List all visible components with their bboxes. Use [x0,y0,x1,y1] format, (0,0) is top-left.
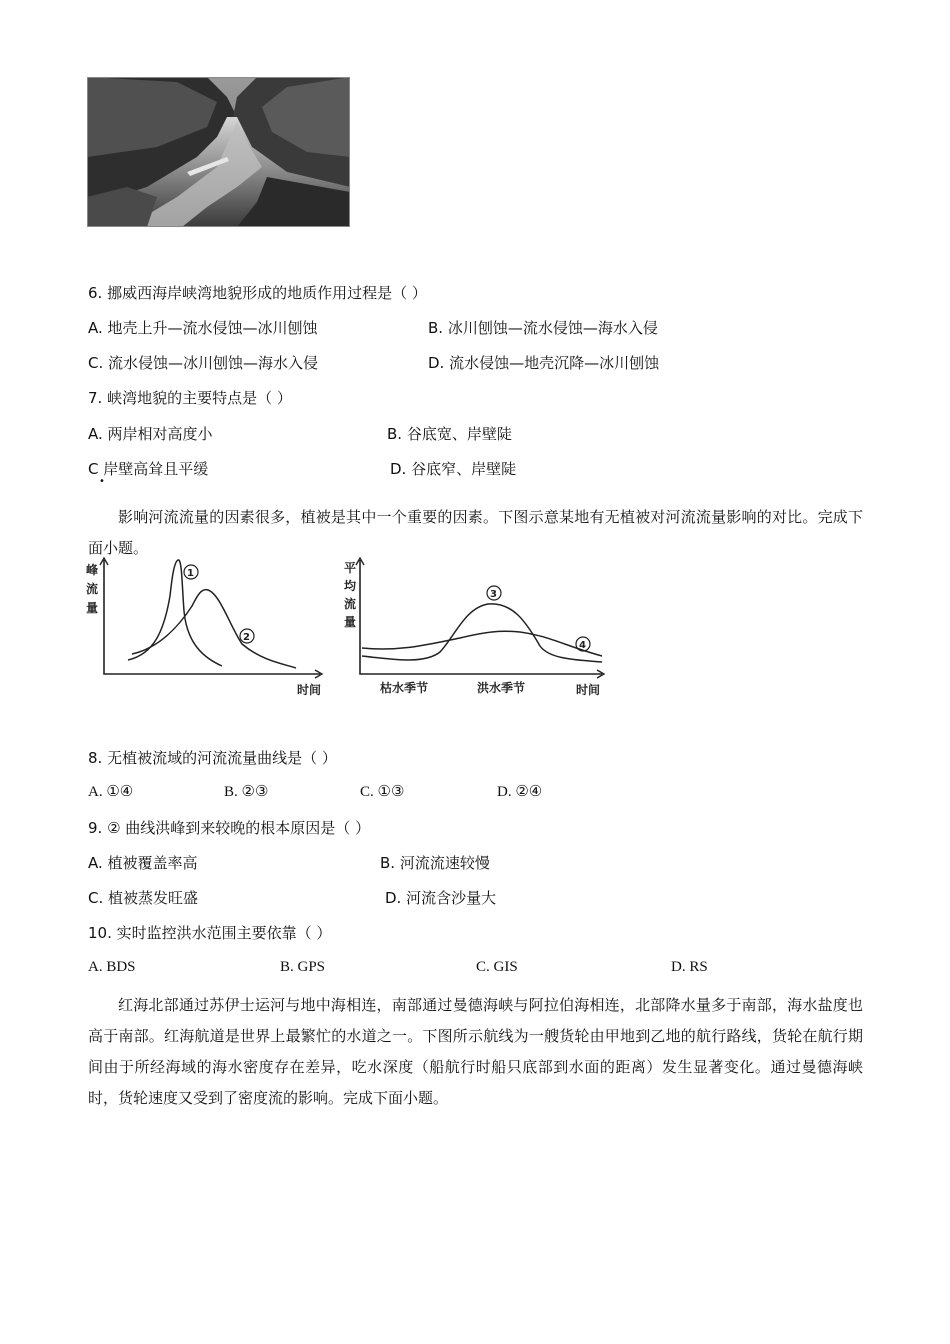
chart2-category-dry: 枯水季节 [380,681,429,695]
chart2-ylabel-4: 量 [344,615,357,629]
fjord-photo [87,77,350,227]
chart2-category-flood: 洪水季节 [477,681,526,695]
chart1-series-1-label: 1 [187,568,194,579]
chart1-series-1-line [128,560,222,666]
chart2-ylabel-1: 平 [344,561,357,575]
q7-stem: 7. 峡湾地貌的主要特点是（ ） [88,389,292,407]
q10-option-a: A. BDS [88,959,136,975]
q6-option-a: A. 地壳上升—流水侵蚀—冰川刨蚀 [88,319,318,337]
q10-option-d: D. RS [671,959,708,975]
q8-option-c: C. ①③ [360,784,405,800]
q7-option-b: B. 谷底宽、岸壁陡 [387,425,512,443]
q7-option-a: A. 两岸相对高度小 [88,425,213,443]
chart1-ylabel-3: 量 [86,601,99,615]
q10-option-c: C. GIS [476,959,518,975]
q8-option-d: D. ②④ [497,784,543,800]
chart2-xlabel: 时间 [576,683,601,697]
q8-stem: 8. 无植被流域的河流流量曲线是（ ） [88,749,337,767]
chart1-series-2-label: 2 [243,632,250,643]
q8-option-a: A. ①④ [88,784,134,800]
q6-stem: 6. 挪威西海岸峡湾地貌形成的地质作用过程是（ ） [88,284,427,302]
chart1-xlabel: 时间 [297,683,322,697]
chart1-series-2-line [132,590,296,668]
chart2-ylabel-2: 均 [344,579,357,593]
chart2-ylabel-3: 流 [344,597,357,611]
q9-option-c: C. 植被蒸发旺盛 [88,889,199,907]
chart1-ylabel-2: 流 [86,582,99,596]
q9-option-d: D. 河流含沙量大 [385,889,497,907]
q6-option-d: D. 流水侵蚀—地壳沉降—冰川刨蚀 [428,354,660,372]
q9-option-b: B. 河流流速较慢 [380,854,490,872]
chart2-axes [360,560,602,674]
q8-option-b: B. ②③ [224,784,269,800]
average-flow-chart [340,556,610,698]
q6-option-b: B. 冰川刨蚀—流水侵蚀—海水入侵 [428,319,658,337]
q10-stem: 10. 实时监控洪水范围主要依靠（ ） [88,924,332,942]
chart2-series-4-label: 4 [579,640,586,651]
q9-stem: 9. ② 曲线洪峰到来较晚的根本原因是（ ） [88,819,371,837]
chart1-ylabel-1: 峰 [86,563,99,577]
peak-flow-chart [84,556,329,698]
q9-option-a: A. 植被覆盖率高 [88,854,198,872]
intro-paragraph-vegetation: 影响河流流量的因素很多，植被是其中一个重要的因素。下图示意某地有无植被对河流流量影响的对比。完成下面小题。 [88,508,863,557]
q6-option-c: C. 流水侵蚀—冰川刨蚀—海水入侵 [88,354,319,372]
chart2-series-3-label: 3 [490,589,497,600]
intro-paragraph-red-sea: 红海北部通过苏伊士运河与地中海相连，南部通过曼德海峡与阿拉伯海相连，北部降水量多于南部，海水盐度也高于南部。红海航道是世界上最繁忙的水道之一。下图所示航线为一艘货轮由甲地到乙地的航行路线，货轮在航行期间由于所经海域的海水密度存在差异，吃水深度（船航行时船只底部到水面的距离）发生显著变化。通过曼德海峡时，货轮速度又受到了密度流的影响。完成下面小题。 [88,996,863,1107]
stray-dot: • [99,476,105,487]
q7-option-c: C 岸壁高耸且平缓 [88,460,209,478]
q10-option-b: B. GPS [280,959,326,975]
q7-option-d: D. 谷底窄、岸壁陡 [390,460,517,478]
chart2-series-4-line [362,631,602,656]
